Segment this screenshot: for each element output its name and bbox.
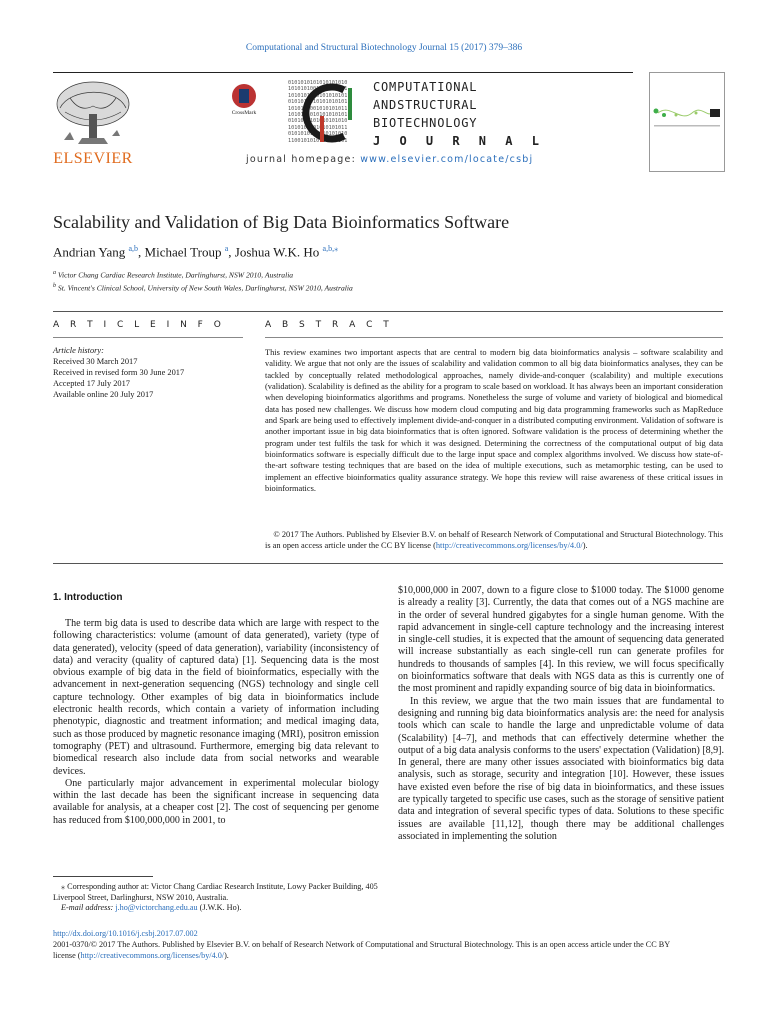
body-column-left: [53, 618, 379, 827]
author-affiliation-ref[interactable]: a,b,⁎: [322, 244, 339, 253]
paragraph: One particularly major advancement in experimental molecular biology within the last decade has been the significant increase in sequencing data available for analysis, at a cheaper cost [2]. The cost of sequencing per genome has reduced from $100,000,000 in 2001, to: [53, 777, 379, 826]
journal-homepage-link[interactable]: www.elsevier.com/locate/csbj: [360, 154, 534, 165]
body-column-right: [398, 585, 724, 843]
author-affiliation-ref[interactable]: a,b: [128, 244, 139, 253]
license-link[interactable]: http://creativecommons.org/licenses/by/4.0/: [435, 541, 583, 551]
crossmark-label: CrossMark: [231, 110, 257, 116]
journal-reference[interactable]: Computational and Structural Biotechnology Journal 15 (2017) 379–386: [245, 43, 523, 53]
divider: [53, 337, 243, 338]
article-title: Scalability and Validation of Big Data Bioinformatics Software: [53, 212, 510, 232]
corresponding-author-footnote: ⁎ Corresponding author at: Victor Chang Cardiac Research Institute, Lowy Packer Building, 405 Liverpool Street, Darlinghurst, NSW 2010, Australia. E-mail address: j.ho@victorchang.edu.au (J.W.K. Ho).: [53, 882, 378, 912]
doi-link[interactable]: http://dx.doi.org/10.1016/j.csbj.2017.07.002: [53, 929, 198, 938]
corresponding-author-mark: ⁎: [334, 244, 339, 253]
journal-logo-binary: 0101010101010101010 1010101001010101011 1010101010101010101 0101010010101010101 1010101001010101011 1010101010101010101 0101010101010101010 1010101001010101011 0101010101010101010 1100101010101010101: [288, 80, 348, 144]
author-email-link[interactable]: j.ho@victorchang.edu.au: [115, 903, 198, 912]
paragraph: The term big data is used to describe data which are large with respect to the following characteristics: volume (amount of data generated), variety (type of data generated), velocity (speed of data generation), variability (inconsistency of data) and veracity (quality of captured data) [1]. Sequencing data is the most obvious example of big data in the field of bioinformatics, especially with the advancement in next-generation sequencing (NGS) technology and single cell capture technology. Other examples of big data in bioinformatics include electronic health records, which contain a variety of information including phenotypic, diagnostic and treatment information; and medical imaging data, such as those produced by magnetic resonance imaging (MRI), positron emission tomography (PET) and ultrasound. Furthermore, emerging big data relevant to biomedical research also include data from social networks and wearable devices.: [53, 618, 379, 777]
divider: [53, 311, 723, 312]
journal-cover-thumbnail[interactable]: [649, 72, 725, 172]
journal-homepage: journal homepage: www.elsevier.com/locate/csbj: [246, 154, 534, 165]
paragraph: $10,000,000 in 2007, down to a figure close to $1000 today. The $1000 genome is already a reality [3]. Currently, the data that comes out of a NGS machine are in the order of several hundred gigabytes for a single human genome. With the rapid advancement in single-cell capture technology and the increasing interest in single-cell studies, it is expected that the amount of sequencing data generated will increase substantially as each single-cell run can generate profiles for hundreds to thousands of samples [4]. In this review, we will focus specifically on bioinformatics software that deals with NGS data as this is currently one of the most prominent and rapidly expanding source of big data in bioinformatics.: [398, 585, 724, 695]
journal-name: COMPUTATIONAL ANDSTRUCTURAL BIOTECHNOLOGY J O U R N A L: [373, 80, 545, 148]
author-list: Andrian Yang $^{a,b}$, Michael Troup $^a$, Joshua W.K. Ho $^{a,b,⁎}$: [53, 244, 339, 260]
section-heading-introduction: 1. Introduction: [53, 592, 123, 603]
elsevier-wordmark: ELSEVIER: [53, 150, 133, 167]
crossmark-icon: [232, 84, 256, 108]
paragraph: In this review, we argue that the two main issues that are fundamental to designing and running big data bioinformatics analysis are: the need for analysis tools which can scale to handle the large and unpredictable volume of data (Scalability) [4–7], and methods that can effectively determine whether the output of a big data analysis conforms to the users' expectation (Validation) [8,9]. In general, there are many other issues associated with bioinformatics big data analysis, such as storage, security and integration [10]. However, these issues have existed even before the rise of big data in bioinformatics, and these issues are typically targeted to specific use cases, such as the storage of sensitive patient data and integration of several specific types of data. Solutions to these specific issues are available [11,12], though there may be additional challenges associated in implementing the solution: [398, 695, 724, 842]
article-history: Article history: Received 30 March 2017 Received in revised form 30 June 2017 Accepted 17 July 2017 Available online 20 July 2017: [53, 346, 185, 399]
author-affiliation-ref[interactable]: a: [224, 244, 229, 253]
abstract-body: This review examines two important aspects that are central to modern big data bioinformatics analysis – software scalability and validity. We argue that not only are the issues of scalability and validation common to all big data bioinformatics analyses, they can be tackled by conceptually related methodological approaches, namely divide-and-conquer (scalability) and multiple executions (validation). Scalability is defined as the ability for a program to scale based on workload. It has always been an important consideration when developing bioinformatics algorithms and programs. Nonetheless the surge of volume and variety of biological and biomedical data has posed new challenges. We discuss how modern cloud computing and big data programming frameworks such as MapReduce and Spark are being used to effectively implement divide-and-conquer in a distributed computing environment. Validation of software is another important issue in big data bioinformatics that is often ignored. Software validation is the process of determining whether the program under test fulfils the task for which it was designed. Determining the correctness of the computational output of big data bioinformatics software is especially difficult due to the large input space and complex algorithms involved. We discuss how state-of-the-art software testing techniques that are based on the idea of multiple executions, such as metamorphic testing, can be used to implement an effective bioinformatics quality assurance strategy. We hope this review will raise awareness of these critical issues in bioinformatics.: [265, 348, 723, 494]
journal-logo-c-icon: [298, 76, 358, 150]
footnote-divider: [53, 876, 153, 877]
author-name[interactable]: Michael Troup: [144, 244, 222, 260]
author-name[interactable]: Andrian Yang: [53, 244, 126, 260]
divider: [265, 337, 723, 338]
footer-license-link[interactable]: http://creativecommons.org/licenses/by/4.0/: [80, 950, 225, 960]
affiliations: $^a$ Victor Chang Cardiac Research Institute, Darlinghurst, NSW 2010, Australia $^b$ St. Vincent's Clinical School, University of New South Wales, Darlinghurst, NSW 2010, Australia: [53, 270, 353, 293]
article-info-heading: A R T I C L E I N F O: [53, 320, 225, 330]
divider: [53, 563, 723, 564]
author-name[interactable]: Joshua W.K. Ho: [234, 244, 320, 260]
abstract-heading: A B S T R A C T: [265, 320, 393, 330]
abstract-copyright: © 2017 The Authors. Published by Elsevier B.V. on behalf of Research Network of Computational and Structural Biotechnology. This is an open access article under the CC BY license (http://creativecommons.org/licenses/by/4.0/).: [265, 530, 723, 551]
crossmark-badge[interactable]: [228, 84, 260, 124]
page-footer: http://dx.doi.org/10.1016/j.csbj.2017.07.002 2001-0370/© 2017 The Authors. Published by Elsevier B.V. on behalf of Research Network of Computational and Structural Biotechnology. This is an open access article under the CC BY license (http://creativecommons.org/licenses/by/4.0/).: [53, 929, 723, 961]
